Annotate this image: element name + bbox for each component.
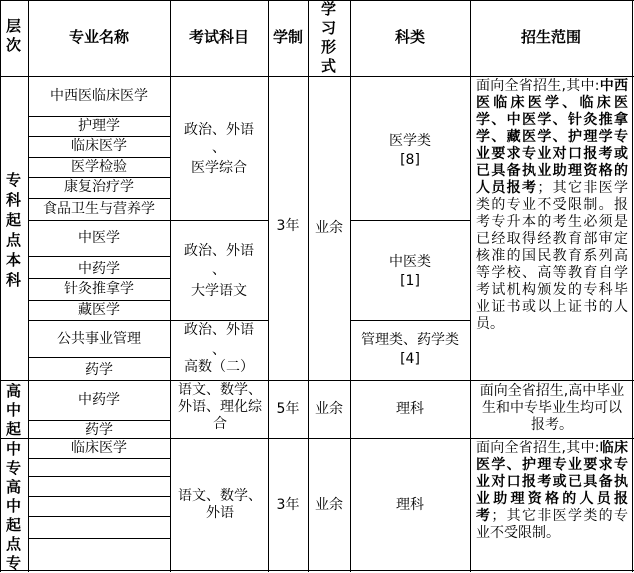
category-code: [4]: [400, 351, 420, 367]
level-label: 高中起: [5, 382, 21, 438]
major-item: 医学检验: [71, 159, 127, 175]
level-label: 中专高中起点专: [5, 440, 21, 572]
scope-requirement: 中西医临床医学、临床医学、中医学、针灸推拿学、藏医学、护理学专业要求专业对口报考或已具备执业助理资格的人员报考: [476, 78, 628, 196]
major-item: 公共事业管理: [57, 331, 141, 347]
scope-rest: ；其它非医学类的专业不受限制。报考专升本的考生必须是已经取得经教育部审定核准的国民教育系列高等学校、高等教育自学考试机构颁发的专科毕业证书或以上证书的人员。: [476, 180, 628, 332]
major-item: 药学: [85, 422, 113, 438]
exam-value: 语文、数学、外语: [178, 488, 262, 521]
header-major: 专业名称: [68, 28, 129, 46]
scope-intro: 面向全省招生,其中:: [476, 440, 600, 456]
major-item: 食品卫生与营养学: [43, 201, 155, 217]
header-category: 科类: [394, 28, 425, 46]
exam-line: 大学语文: [191, 283, 247, 299]
major-item: 康复治疗学: [64, 179, 134, 195]
scope-requirement: 临床医学、护理专业要求专业对口报考或已具备执业助理资格的人员报考: [476, 440, 628, 524]
major-item: 中医学: [78, 230, 120, 246]
duration-value: 3年: [276, 218, 300, 234]
major-item: 藏医学: [78, 302, 120, 318]
scope-rest: ；其它非医学类的专业不受限制。: [476, 508, 628, 541]
study-form-value: 业余: [315, 497, 343, 513]
major-item: 药学: [85, 362, 113, 378]
header-level: 层次: [5, 17, 21, 54]
header-duration: 学制: [272, 28, 303, 46]
duration-value: 5年: [276, 401, 300, 417]
major-item: 临床医学: [71, 440, 127, 456]
scope-intro: 面向全省招生,其中:: [476, 78, 600, 94]
study-form-value: 业余: [315, 220, 343, 236]
major-item: 临床医学: [71, 138, 127, 154]
header-study-form: 学习形式: [320, 0, 336, 75]
major-item: 针灸推拿学: [64, 281, 134, 297]
category-code: [1]: [400, 273, 420, 289]
category-code: [8]: [400, 152, 420, 168]
category-name: 管理类、药学类: [361, 332, 459, 348]
exam-line: 政治、外语: [184, 243, 254, 259]
level-label: 专科起点本科: [5, 171, 21, 289]
exam-line: 、: [212, 262, 226, 278]
exam-line: 、: [212, 342, 226, 358]
category-value: 理科: [396, 401, 424, 417]
exam-value: 语文、数学、外语、理化综合: [178, 382, 262, 432]
major-item: 护理学: [78, 118, 120, 134]
category-value: 理科: [396, 497, 424, 513]
duration-value: 3年: [276, 497, 300, 513]
category-name: 中医类: [389, 254, 431, 270]
exam-line: 、: [212, 140, 226, 156]
header-exam: 考试科目: [188, 28, 249, 46]
header-scope: 招生范围: [520, 28, 581, 46]
scope-text: [476, 440, 628, 570]
scope-text: 面向全省招生,高中毕业生和中专毕业生均可以报考。: [479, 383, 625, 433]
major-item: 中药学: [78, 261, 120, 277]
category-name: 医学类: [389, 133, 431, 149]
exam-line: 高数（二）: [184, 359, 254, 375]
exam-line: 政治、外语: [184, 322, 254, 338]
exam-line: 医学综合: [191, 160, 247, 176]
exam-line: 政治、外语: [184, 122, 254, 138]
scope-text: [476, 78, 628, 380]
major-item: 中药学: [78, 392, 120, 408]
study-form-value: 业余: [315, 401, 343, 417]
major-item: 中西医临床医学: [50, 88, 148, 104]
